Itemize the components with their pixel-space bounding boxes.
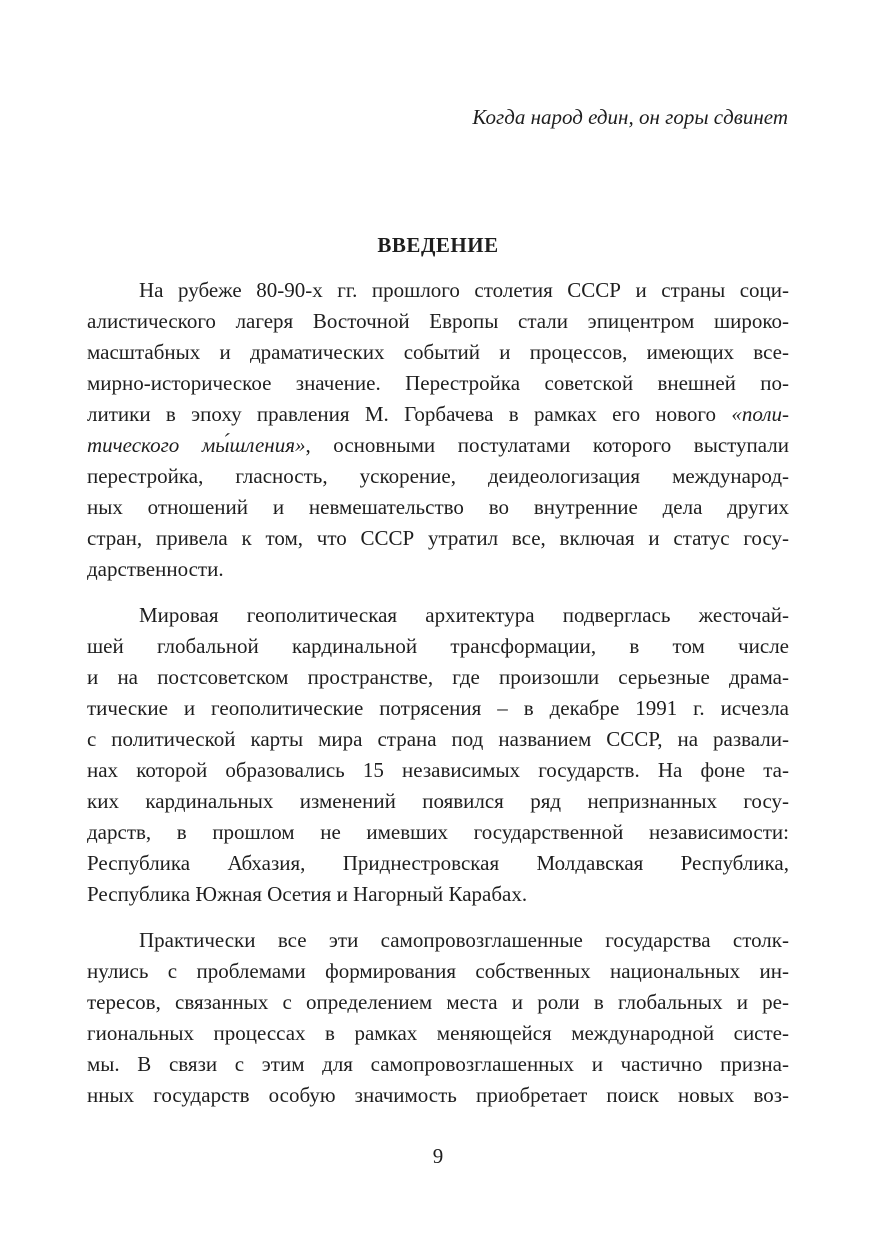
text-line: с политической карты мира страна под названием СССР, на развали-: [87, 727, 789, 751]
text-line: дарственности.: [87, 557, 224, 581]
text-line: алистического лагеря Восточной Европы стали эпицентром широко-: [87, 309, 789, 333]
italic-term: тического мы́шления»: [87, 433, 306, 457]
text-line: масштабных и драматических событий и процессов, имеющих все-: [87, 340, 789, 364]
text-segment: литики в эпоху правления М. Горбачева в рамках его нового: [87, 402, 732, 426]
text-line: нулись с проблемами формирования собственных национальных ин-: [87, 959, 789, 983]
text-line: шей глобальной кардинальной трансформации, в том числе: [87, 634, 789, 658]
text-line: [87, 399, 789, 430]
text-line: Практически все эти самопровозглашенные государства столк-: [139, 928, 789, 952]
text-line: тические и геополитические потрясения – в декабре 1991 г. исчезла: [87, 696, 789, 720]
text-line: гиональных процессах в рамках меняющейся международной систе-: [87, 1021, 789, 1045]
text-line: Республика Южная Осетия и Нагорный Карабах.: [87, 882, 528, 906]
paragraph-2: [87, 600, 789, 910]
text-segment: , основными постулатами которого выступали: [305, 433, 790, 457]
text-line: тересов, связанных с определением места и роли в глобальных и ре-: [87, 990, 789, 1014]
text-line: мы. В связи с этим для самопровозглашенных и частично призна-: [87, 1052, 789, 1076]
italic-term: «поли-: [731, 402, 789, 426]
page-number: 9: [432, 1144, 444, 1168]
text-line: перестройка, гласность, ускорение, деидеологизация международ-: [87, 464, 789, 488]
text-line: [87, 430, 789, 461]
text-line: Республика Абхазия, Приднестровская Молдавская Республика,: [87, 851, 789, 875]
text-line: мирно-историческое значение. Перестройка советской внешней по-: [87, 371, 789, 395]
text-line: и на постсоветском пространстве, где произошли серьезные драма-: [87, 665, 789, 689]
text-line: нах которой образовались 15 независимых государств. На фоне та-: [87, 758, 789, 782]
chapter-title: ВВЕДЕНИЕ: [377, 233, 499, 257]
text-line: ких кардинальных изменений появился ряд непризнанных госу-: [87, 789, 789, 813]
text-line: Мировая геополитическая архитектура подверглась жесточай-: [139, 603, 789, 627]
epigraph: Когда народ един, он горы сдвинет: [472, 105, 788, 129]
paragraph-3: [87, 925, 789, 1111]
paragraph-1: [87, 275, 789, 585]
text-line: дарств, в прошлом не имевших государственной независимости:: [87, 820, 789, 844]
text-line: На рубеже 80-90-х гг. прошлого столетия СССР и страны соци-: [139, 278, 789, 302]
body-text: [87, 275, 789, 1111]
text-line: нных государств особую значимость приобретает поиск новых воз-: [87, 1083, 789, 1107]
text-line: ных отношений и невмешательство во внутренние дела других: [87, 495, 789, 519]
text-line: стран, привела к том, что СССР утратил все, включая и статус госу-: [87, 526, 789, 550]
